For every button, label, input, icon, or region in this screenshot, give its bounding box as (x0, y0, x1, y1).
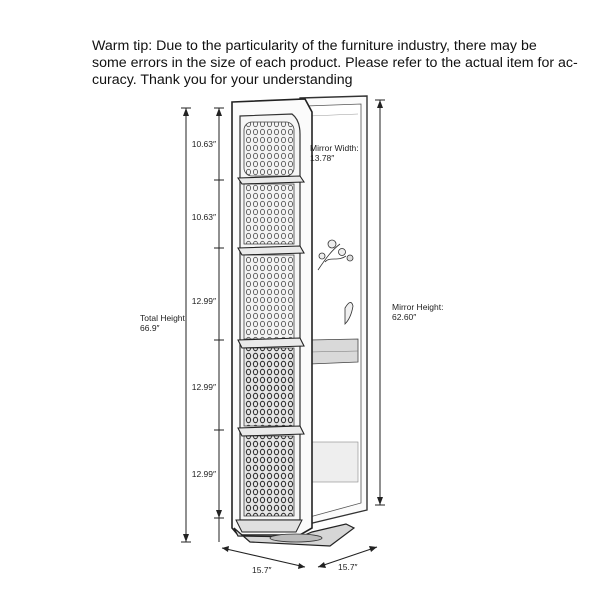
base-depth-label: 15.7″ (338, 562, 358, 572)
warm-tip-line-1: Warm tip: Due to the particularity of the furniture industry, there may be (92, 38, 537, 54)
shelf-height-1-label: 10.63″ (191, 139, 216, 149)
mirror-height-label: Mirror Height: (392, 302, 444, 312)
shelf-height-3-label: 12.99″ (191, 296, 216, 306)
warm-tip-line-3: curacy. Thank you for your understanding (92, 72, 353, 88)
shelf-height-5-label: 12.99″ (191, 469, 216, 479)
shelf-height-4-label: 12.99″ (191, 382, 216, 392)
mirror-width-value: 13.78″ (310, 153, 335, 163)
mirror-width-label: Mirror Width: (310, 143, 359, 153)
base-width-label: 15.7″ (252, 565, 272, 575)
total-height-label: Total Height: (140, 313, 188, 323)
total-height-value: 66.9″ (140, 323, 160, 333)
mirror-height-value: 62.60″ (392, 312, 417, 322)
shelf-cabinet (232, 99, 312, 535)
warm-tip-line-2: some errors in the size of each product. Please refer to the actual item for ac- (92, 55, 578, 71)
shelf-height-2-label: 10.63″ (191, 212, 216, 222)
